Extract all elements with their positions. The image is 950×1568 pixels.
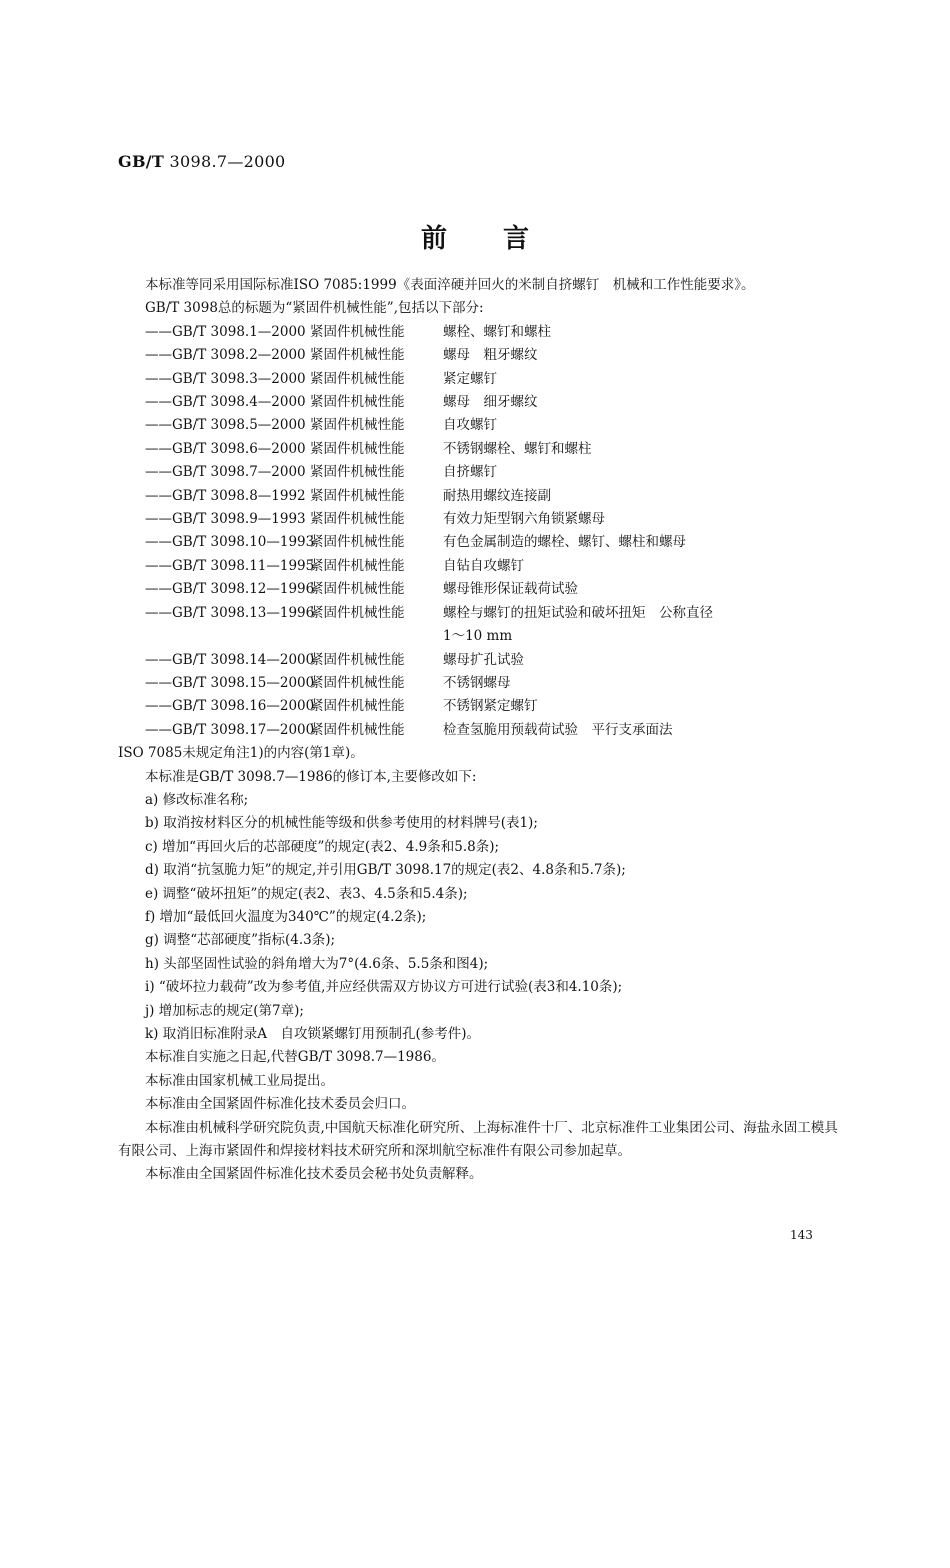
standard-code: ——GB/T 3098.16—2000: [145, 698, 315, 715]
standard-code: ——GB/T 3098.3—2000: [145, 370, 306, 387]
page-title: 前言: [420, 224, 585, 254]
standard-row: [118, 672, 838, 695]
standard-code: ——GB/T 3098.1—2000: [145, 323, 306, 340]
standard-row: [118, 719, 838, 742]
standard-code: ——GB/T 3098.8—1992: [145, 487, 306, 504]
closing-paragraph: 本标准由全国紧固件标准化技术委员会秘书处负责解释。: [145, 1166, 483, 1183]
standard-code: ——GB/T 3098.2—2000: [145, 347, 306, 364]
standard-category: 紧固件机械性能: [310, 581, 405, 598]
standard-code: ——GB/T 3098.10—1993: [145, 534, 315, 551]
standard-code: ——GB/T 3098.11—1995: [145, 557, 315, 574]
change-item: h) 头部坚固性试验的斜角增大为7°(4.6条、5.5条和图4);: [145, 955, 489, 972]
standard-subject: 不锈钢紧定螺钉: [443, 698, 538, 715]
closing-paragraph: 本标准由机械科学研究院负责,中国航天标准化研究所、上海标准件十厂、北京标准件工业集团公司、海盐永固工模具有限公司、上海市紧固件和焊接材料技术研究所和深圳航空标准件有限公司参加起草。: [118, 1119, 838, 1160]
standard-category: 紧固件机械性能: [310, 651, 405, 668]
standard-subject-multiline: [443, 602, 838, 649]
standards-list: [118, 321, 838, 742]
standard-category: 紧固件机械性能: [310, 604, 405, 621]
standard-row: [118, 578, 838, 601]
standard-subject: 耐热用螺纹连接副: [443, 487, 551, 504]
standard-category: 紧固件机械性能: [310, 534, 405, 551]
standard-subject: 自挤螺钉: [443, 464, 497, 481]
change-item: e) 调整“破坏扭矩”的规定(表2、表3、4.5条和5.4条);: [145, 885, 468, 902]
standard-subject: 检查氢脆用预载荷试验 平行支承面法: [443, 721, 673, 738]
standard-subject-continuation: 1～10 mm: [443, 628, 513, 645]
standard-row: [118, 531, 838, 554]
standard-code: ——GB/T 3098.12—1996: [145, 581, 315, 598]
change-item: g) 调整“芯部硬度”指标(4.3条);: [145, 932, 336, 949]
standard-row: [118, 695, 838, 718]
change-item: d) 取消“抗氢脆力矩”的规定,并引用GB/T 3098.17的规定(表2、4.8条和5.7条);: [145, 862, 626, 879]
footnote-paragraph: ISO 7085未规定角注1)的内容(第1章)。: [118, 745, 364, 762]
standard-subject: 紧定螺钉: [443, 370, 497, 387]
code-prefix: GB/T: [118, 152, 165, 171]
standard-row: [118, 602, 838, 649]
standard-row: [118, 368, 838, 391]
standard-subject: 螺母 粗牙螺纹: [443, 347, 538, 364]
change-item: k) 取消旧标准附录A 自攻锁紧螺钉用预制孔(参考件)。: [145, 1026, 481, 1042]
change-item: i) “破坏拉力载荷”改为参考值,并应经供需双方协议方可进行试验(表3和4.10条);: [145, 979, 623, 996]
change-item: j) 增加标志的规定(第7章);: [145, 1002, 304, 1019]
closing-paragraph: 本标准自实施之日起,代替GB/T 3098.7—1986。: [145, 1049, 445, 1066]
standard-code: ——GB/T 3098.9—1993: [145, 511, 306, 528]
standard-row: [118, 485, 838, 508]
standard-subject: 螺母 细牙螺纹: [443, 394, 538, 411]
intro-paragraph: 本标准等同采用国际标准ISO 7085:1999《表面淬硬并回火的米制自挤螺钉 机械和工作性能要求》。: [145, 277, 755, 293]
standard-category: 紧固件机械性能: [310, 674, 405, 691]
standard-code-header: [118, 152, 286, 171]
closing-statements: [118, 1046, 838, 1186]
change-item: c) 增加“再回火后的芯部硬度”的规定(表2、4.9条和5.8条);: [145, 838, 500, 855]
standard-row: [118, 344, 838, 367]
standard-subject: 有效力矩型钢六角锁紧螺母: [443, 511, 605, 528]
closing-paragraph: 本标准由国家机械工业局提出。: [145, 1072, 334, 1089]
standard-row: [118, 649, 838, 672]
changes-list: [118, 789, 838, 1046]
standard-category: 紧固件机械性能: [310, 721, 405, 738]
standard-category: 紧固件机械性能: [310, 557, 405, 574]
standard-row: [118, 555, 838, 578]
standard-subject: 自钻自攻螺钉: [443, 557, 524, 574]
standard-subject: 不锈钢螺母: [443, 674, 511, 691]
standard-row: [118, 391, 838, 414]
standard-category: 紧固件机械性能: [310, 440, 405, 457]
standard-code: ——GB/T 3098.13—1996: [145, 604, 315, 621]
standard-row: [118, 461, 838, 484]
standard-row: [118, 414, 838, 437]
standard-code: ——GB/T 3098.5—2000: [145, 417, 306, 434]
standard-category: 紧固件机械性能: [310, 370, 405, 387]
code-number: 3098.7—2000: [169, 152, 286, 171]
standard-subject: 螺栓、螺钉和螺柱: [443, 323, 551, 340]
document-body: [118, 274, 838, 1187]
standard-code: ——GB/T 3098.4—2000: [145, 394, 306, 411]
page-number: 143: [790, 1228, 813, 1242]
standard-row: [118, 508, 838, 531]
standard-code: ——GB/T 3098.15—2000: [145, 674, 315, 691]
standard-row: [118, 438, 838, 461]
standard-category: 紧固件机械性能: [310, 511, 405, 528]
change-item: f) 增加“最低回火温度为340℃”的规定(4.2条);: [145, 908, 427, 925]
standard-category: 紧固件机械性能: [310, 698, 405, 715]
standard-code: ——GB/T 3098.17—2000: [145, 721, 315, 738]
standard-category: 紧固件机械性能: [310, 347, 405, 364]
closing-paragraph: 本标准由全国紧固件标准化技术委员会归口。: [145, 1096, 415, 1113]
standard-subject: 不锈钢螺栓、螺钉和螺柱: [443, 440, 592, 457]
standard-row: [118, 321, 838, 344]
standard-subject: 自攻螺钉: [443, 417, 497, 434]
standard-subject: 螺栓与螺钉的扭矩试验和破坏扭矩 公称直径: [443, 604, 713, 621]
standard-subject: 螺母扩孔试验: [443, 651, 524, 668]
standard-category: 紧固件机械性能: [310, 464, 405, 481]
standard-code: ——GB/T 3098.14—2000: [145, 651, 315, 668]
standard-category: 紧固件机械性能: [310, 417, 405, 434]
standard-code: ——GB/T 3098.7—2000: [145, 464, 306, 481]
standard-category: 紧固件机械性能: [310, 487, 405, 504]
standard-subject: 有色金属制造的螺栓、螺钉、螺柱和螺母: [443, 534, 686, 551]
standard-code: ——GB/T 3098.6—2000: [145, 440, 306, 457]
parts-intro-paragraph: GB/T 3098总的标题为“紧固件机械性能”,包括以下部分:: [145, 300, 484, 317]
standard-subject: 螺母锥形保证载荷试验: [443, 581, 578, 598]
change-item: a) 修改标准名称;: [145, 791, 249, 808]
standard-category: 紧固件机械性能: [310, 323, 405, 340]
revision-intro-paragraph: 本标准是GB/T 3098.7—1986的修订本,主要修改如下:: [145, 768, 477, 785]
change-item: b) 取消按材料区分的机械性能等级和供参考使用的材料牌号(表1);: [145, 815, 538, 832]
standard-category: 紧固件机械性能: [310, 394, 405, 411]
